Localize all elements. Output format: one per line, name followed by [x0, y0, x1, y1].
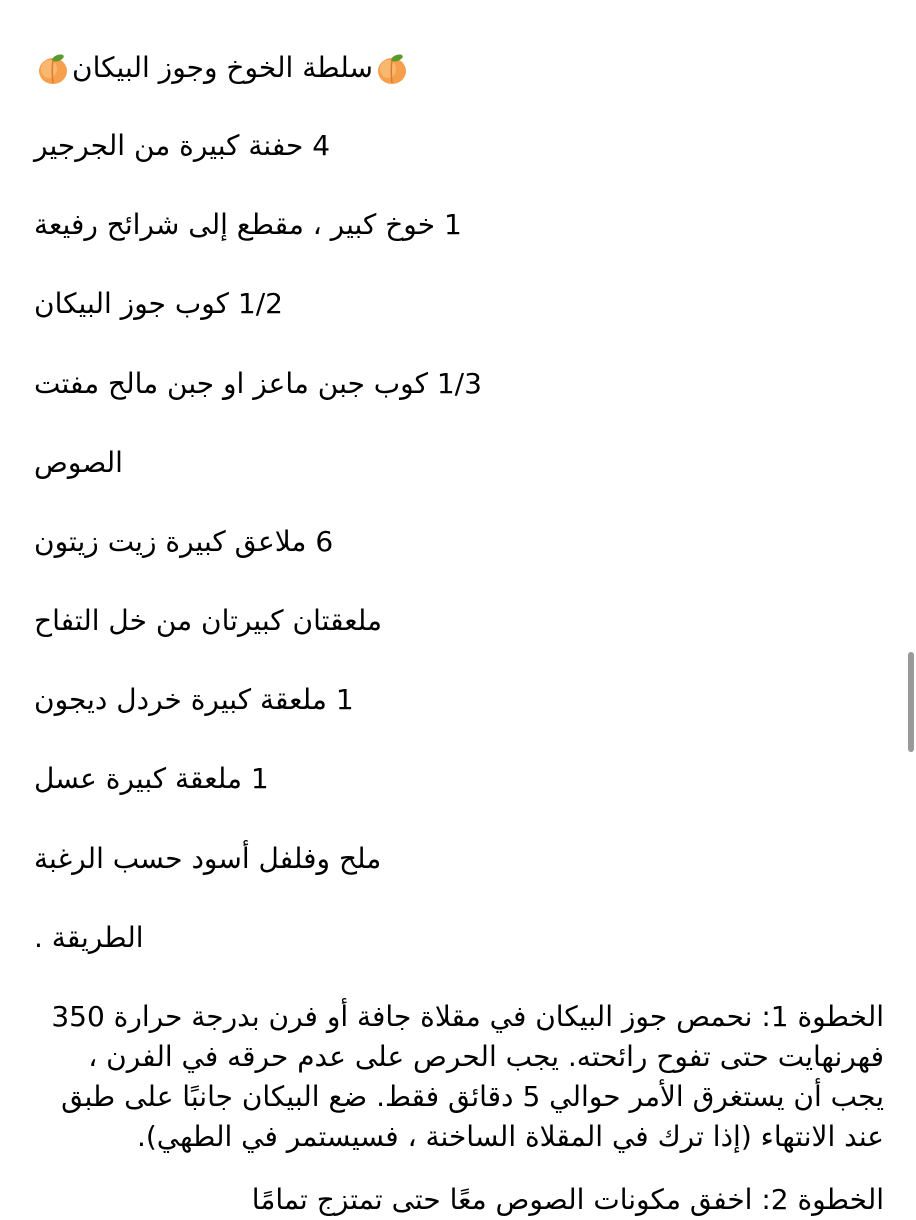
peach-icon: [36, 52, 70, 86]
section-heading: الصوص: [34, 446, 123, 479]
ingredient-line: 4 حفنة كبيرة من الجرجير: [34, 129, 331, 162]
note-title: [34, 48, 411, 88]
ingredient-line: 1/2 كوب جوز البيكان: [34, 287, 283, 320]
step-2-paragraph: الخطوة 2: اخفق مكونات الصوص معًا حتى تمتزج تمامًا: [251, 1183, 884, 1216]
ingredient-line: 6 ملاعق كبيرة زيت زيتون: [34, 525, 334, 558]
ingredient-line: ملعقتان كبيرتان من خل التفاح: [34, 604, 383, 637]
ingredient-line: 1 خوخ كبير ، مقطع إلى شرائح رفيعة: [34, 208, 462, 241]
ingredient-line: 1 ملعقة كبيرة عسل: [34, 762, 269, 795]
peach-icon: [375, 52, 409, 86]
ingredient-line: 1/3 كوب جبن ماعز او جبن مالح مفتت: [34, 367, 482, 400]
note-title-text: سلطة الخوخ وجوز البيكان: [72, 51, 373, 84]
step-1-paragraph: الخطوة 1: نحمص جوز البيكان في مقلاة جافة أو فرن بدرجة حرارة 350 فهرنهايت حتى تفوح رائحته. يجب الحرص على عدم حرقه في الفرن ، يجب أن يستغرق الأمر حوالي 5 دقائق فقط. ضع البيكان جانبًا على طبق عند الانتهاء (إذا ترك في المقلاة الساخنة ، فسيستمر في الطهي).: [51, 1000, 884, 1153]
section-heading: الطريقة .: [34, 921, 144, 954]
ingredient-line: ملح وفلفل أسود حسب الرغبة: [34, 842, 382, 875]
ingredient-line: 1 ملعقة كبيرة خردل ديجون: [34, 683, 354, 716]
scrollbar-thumb[interactable]: [908, 652, 914, 752]
